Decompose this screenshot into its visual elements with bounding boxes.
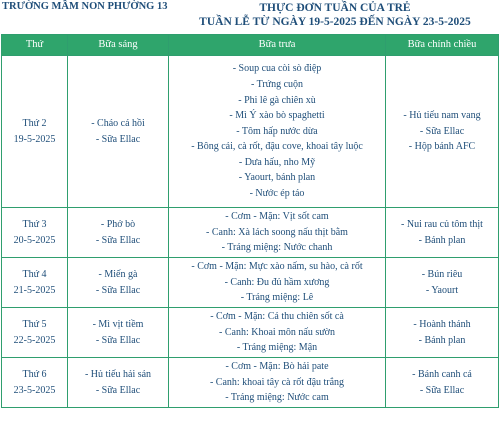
menu-item: - Hộp bánh AFC bbox=[408, 141, 476, 153]
lunch-cell bbox=[169, 308, 386, 358]
menu-item: - Phi lê gà chiên xù bbox=[238, 94, 316, 106]
header-breakfast: Bữa sáng bbox=[68, 35, 169, 56]
breakfast-cell bbox=[68, 358, 169, 408]
breakfast-cell bbox=[68, 258, 169, 308]
afternoon-cell bbox=[386, 208, 499, 258]
lunch-cell bbox=[169, 358, 386, 408]
menu-item: - Bánh plan bbox=[418, 234, 466, 246]
menu-item: - Sữa Ellac bbox=[419, 384, 465, 396]
menu-item: - Tráng miệng: Nước cam bbox=[225, 392, 329, 404]
header-afternoon: Bữa chính chiều bbox=[386, 35, 499, 56]
menu-item: - Trứng cuộn bbox=[250, 78, 304, 90]
school-name: TRƯỜNG MẦM NON PHƯỜNG 13 bbox=[2, 1, 168, 12]
afternoon-cell bbox=[386, 56, 499, 208]
menu-title bbox=[170, 1, 500, 29]
menu-item: - Hủ tiếu hải sản bbox=[84, 368, 152, 380]
day-cell bbox=[2, 208, 68, 258]
menu-item: - Sữa Ellac bbox=[95, 234, 141, 246]
menu-item: - Dưa hấu, nho Mỹ bbox=[238, 156, 316, 168]
lunch-cell bbox=[169, 56, 386, 208]
menu-item: - Bún riêu bbox=[421, 268, 463, 280]
afternoon-cell bbox=[386, 308, 499, 358]
menu-row bbox=[2, 208, 499, 258]
menu-item: - Nui rau củ tôm thịt bbox=[401, 218, 483, 230]
menu-item: - Canh: Khoai môn nấu sườn bbox=[219, 326, 335, 338]
title-line-1: THỰC ĐƠN TUẦN CỦA TRẺ bbox=[259, 2, 411, 14]
menu-item: - Sữa Ellac bbox=[95, 334, 141, 346]
menu-body bbox=[2, 56, 499, 408]
day-date: 23-5-2025 bbox=[13, 384, 56, 396]
menu-item: - Yaourt, bánh plan bbox=[238, 172, 316, 184]
menu-item: - Tôm hấp nước dừa bbox=[236, 125, 318, 137]
menu-item: - Tráng miệng: Nước chanh bbox=[221, 242, 333, 254]
day-label: Thứ 4 bbox=[22, 268, 47, 280]
weekly-menu-table bbox=[1, 34, 499, 408]
menu-item: - Soup cua còi sò điệp bbox=[232, 63, 322, 75]
afternoon-cell bbox=[386, 258, 499, 308]
menu-item: - Cháo cá hồi bbox=[91, 117, 145, 129]
breakfast-cell bbox=[68, 208, 169, 258]
menu-row bbox=[2, 258, 499, 308]
breakfast-cell bbox=[68, 308, 169, 358]
menu-item: - Tráng miệng: Mận bbox=[236, 342, 318, 354]
menu-item: - Sữa Ellac bbox=[95, 133, 141, 145]
day-cell bbox=[2, 258, 68, 308]
lunch-cell bbox=[169, 258, 386, 308]
menu-item: - Bánh plan bbox=[418, 334, 466, 346]
menu-item: - Sữa Ellac bbox=[95, 284, 141, 296]
menu-row bbox=[2, 56, 499, 208]
day-cell bbox=[2, 56, 68, 208]
menu-item: - Canh: khoai tây cà rốt đậu trắng bbox=[209, 376, 345, 388]
menu-item: - Canh: Đu đủ hầm xương bbox=[224, 276, 330, 288]
menu-item: - Mì Ý xào bò spaghetti bbox=[229, 110, 325, 122]
title-line-2: TUẦN LỄ TỪ NGÀY 19-5-2025 ĐẾN NGÀY 23-5-2025 bbox=[199, 16, 471, 28]
menu-item: - Sữa Ellac bbox=[419, 125, 465, 137]
breakfast-cell bbox=[68, 56, 169, 208]
day-date: 19-5-2025 bbox=[13, 133, 56, 145]
menu-item: - Cơm - Mặn: Bò hải pate bbox=[225, 361, 329, 373]
day-date: 21-5-2025 bbox=[13, 284, 56, 296]
menu-item: - Cơm - Mặn: Cá thu chiên sốt cà bbox=[210, 311, 344, 323]
menu-item: - Cơm - Mặn: Vịt sốt cam bbox=[225, 211, 329, 223]
menu-item: - Yaourt bbox=[425, 284, 459, 296]
afternoon-cell bbox=[386, 358, 499, 408]
day-date: 22-5-2025 bbox=[13, 334, 56, 346]
header-row bbox=[2, 35, 499, 56]
day-label: Thứ 6 bbox=[22, 368, 47, 380]
menu-item: - Hủ tiếu nam vang bbox=[403, 110, 481, 122]
menu-item: - Miến gà bbox=[98, 268, 138, 280]
menu-item: - Tráng miệng: Lê bbox=[240, 292, 314, 304]
menu-item: - Mì vịt tiềm bbox=[92, 318, 144, 330]
header-lunch: Bữa trưa bbox=[169, 35, 386, 56]
menu-item: - Bánh canh cá bbox=[412, 368, 472, 380]
menu-item: - Sữa Ellac bbox=[95, 384, 141, 396]
day-label: Thứ 2 bbox=[22, 117, 47, 129]
day-label: Thứ 3 bbox=[22, 218, 47, 230]
menu-row bbox=[2, 308, 499, 358]
menu-item: - Bông cải, cà rốt, đậu cove, khoai tây luộc bbox=[191, 141, 363, 153]
menu-item: - Phở bò bbox=[100, 218, 136, 230]
menu-item: - Cơm - Mặn: Mực xào nấm, su hào, cà rốt bbox=[191, 261, 363, 273]
day-cell bbox=[2, 358, 68, 408]
day-label: Thứ 5 bbox=[22, 318, 47, 330]
menu-item: - Nước ép táo bbox=[249, 188, 305, 200]
menu-item: - Canh: Xà lách soong nấu thịt bằm bbox=[206, 226, 348, 238]
header-day: Thứ bbox=[2, 35, 68, 56]
menu-item: - Hoành thánh bbox=[413, 318, 471, 330]
menu-row bbox=[2, 358, 499, 408]
lunch-cell bbox=[169, 208, 386, 258]
day-cell bbox=[2, 308, 68, 358]
day-date: 20-5-2025 bbox=[13, 234, 56, 246]
